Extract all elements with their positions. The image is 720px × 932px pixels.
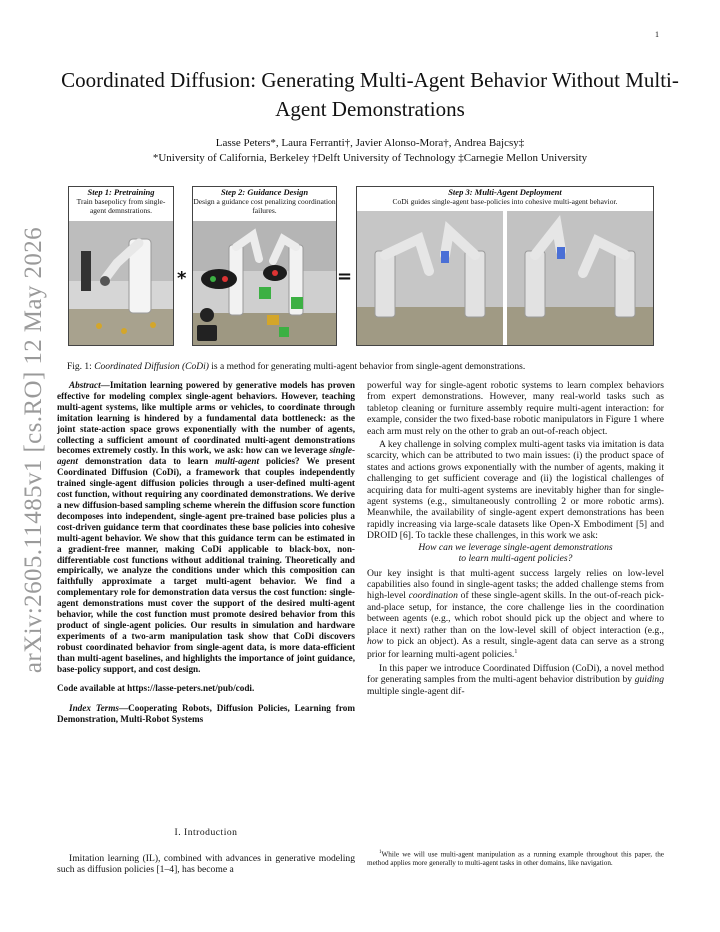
p3-emphasis-how: how — [367, 635, 383, 647]
step1-description: Train basepolicy from single-agent demnstrations. — [76, 197, 166, 215]
robot-photo-guidance — [193, 221, 336, 345]
step3-title: Step 3: Multi-Agent Deployment — [448, 187, 562, 197]
figure-caption — [67, 361, 667, 373]
arxiv-stamp-text: arXiv:2605.11485v1 [cs.RO] 12 May 2026 — [20, 226, 47, 674]
research-question-line-2: to learn multi-agent policies? — [458, 553, 573, 565]
figure-panel-guidance — [192, 186, 337, 346]
caption-method-name: Coordinated Diffusion (CoDi) — [94, 362, 209, 372]
body-paragraph-2: A key challenge in solving complex multi-agent tasks via imitation is data scarcity, which can be attributed to two main issues: (i) the product space of states and actions grows exponentially with the number of agents, making it challenging to get sufficient coverage and (ii) the logistical challenges of acquiring data for multi-agent systems are inevitably higher than for single-agent systems (e.g., simultaneously controlling 2 or more robotic arms). Meanwhile, the availability of single-agent expert demonstrations has been rapidly increasing via large-scale datasets like Open-X Embodiment [5] and DROID [6]. To tackle these challenges, in this work we ask: — [367, 439, 664, 542]
body-paragraph-4 — [367, 663, 664, 697]
body-paragraph-1: powerful way for single-agent robotic systems to learn complex behaviors from expert demonstrations. However, many real-world tasks such as tabletop cleaning or furniture assembly require multi-agent interaction: for example, consider the two fixed-base robotic manipulators in Figure 1 where each arm must rely on the other to grab an out-of-reach object. — [367, 380, 664, 437]
index-terms — [57, 703, 355, 725]
p3-emphasis-coordination: coordination — [408, 590, 458, 602]
caption-label: Fig. 1: — [67, 362, 92, 372]
right-column — [367, 380, 664, 697]
caption-text: is a method for generating multi-agent behavior from single-agent demonstrations. — [211, 362, 526, 372]
figure-panel-pretraining — [68, 186, 174, 346]
abstract-text-1: Imitation learning powered by generative models has proven effective for modeling complex single-agent behaviors. However, teaching multi-agent systems, like multiple arms or vehicles, to coordinate through imitation learning is hindered by a fundamental data bottleneck: as the joint state-action space grows exponentially with the number of agents, collecting a sufficient amount of coordinated multi-agent demonstrations becomes extremely costly. In this work, we ask: how can we leverage — [57, 380, 355, 456]
section-heading-introduction: I. Introduction — [174, 827, 238, 838]
robot-photo-single-arm — [69, 221, 173, 345]
step3-description: CoDi guides single-agent base-policies into cohesive multi-agent behavior. — [392, 197, 618, 206]
p3-text-c: to pick an object). As a result, single-agent data can serve as a strong prior for learning multi-agent policies. — [367, 635, 664, 661]
compose-star-operator: * — [177, 268, 187, 289]
footnote-marker: 1 — [514, 649, 518, 656]
robot-photo-deployment — [357, 211, 653, 345]
p4-emphasis-guiding: guiding — [634, 674, 665, 686]
p4-text-b: multiple single-agent dif- — [367, 685, 465, 697]
step1-title: Step 1: Pretraining — [87, 187, 155, 197]
p3-text-a: Our key insight is that multi-agent success largely relies on low-level capabilities also found in single-agent tasks; the added challenge stems from high-level — [367, 567, 664, 602]
index-terms-label: Index Terms — [69, 703, 119, 714]
affiliations: *University of California, Berkeley †Delft University of Technology ‡Carnegie Mellon University — [152, 152, 588, 164]
paper-title: Coordinated Diffusion: Generating Multi-Agent Behavior Without Multi-Agent Demonstrations — [61, 68, 679, 121]
index-terms-text: —Cooperating Robots, Diffusion Policies, Learning from Demonstration, Multi-Robot Systems — [57, 703, 355, 725]
step2-description: Design a guidance cost penalizing coordination failures. — [193, 197, 336, 215]
abstract-text-3: policies? We present Coordinated Diffusion (CoDi), a framework that couples independently trained single-agent diffusion policies through a user-defined multi-agent cost function, without requiring any coordinated demonstrations. We derive a new diffusion-based sampling scheme wherein the diffusion score function decomposes into independent, single-agent pre-trained base policies plus a cost-driven guidance term that coordinates these base policies into cohesive multi-agent behavior. We show that this guidance term can be estimated in a gradient-free manner, making CoDi applicable to black-box, non-differentiable cost functions without additional training. Theoretically and empirically, we analyze the conditions under which this composition can faithfully approximate a target multi-agent behavior. We find a complementary role for demonstration data versus the cost function: single-agent demonstrations must cover the support of the desired multi-agent behavior, while the cost function must promote desired behavior from this product of single-agent policies. Our results in simulation and hardware experiments of a two-arm manipulation task show that CoDi discovers robust coordinated behavior from single-agent data, is more data-efficient than multi-agent baselines, and highlights the importance of joint guidance, base-policy support, and cost design. — [57, 456, 356, 674]
figure-panel-deployment — [356, 186, 654, 346]
p4-text-a: In this paper we introduce Coordinated Diffusion (CoDi), a novel method for generating samples from the multi-agent behavior distribution by — [367, 662, 664, 686]
abstract-text-2: demonstration data to learn — [84, 456, 209, 467]
step2-title: Step 2: Guidance Design — [220, 187, 309, 197]
footnote-text: While we will use multi-agent manipulation as a running example throughout this paper, the method applies more generally to multi-agent tasks in other domains, like navigation. — [367, 850, 664, 867]
research-question-line-1: How can we leverage single-agent demonstrations — [418, 541, 613, 553]
arxiv-stamp — [16, 226, 52, 674]
page-number: 1 — [655, 30, 659, 39]
equals-operator: = — [337, 266, 353, 287]
code-availability: Code available at https://lasse-peters.net/pub/codi. — [57, 683, 255, 694]
intro-paragraph-start: Imitation learning (IL), combined with advances in generative modeling such as diffusion policies [1–4], has become a — [57, 853, 355, 876]
body-paragraph-3 — [367, 568, 664, 661]
abstract-column — [57, 380, 355, 725]
abstract-paragraph — [57, 380, 355, 674]
panel-caption — [357, 187, 653, 206]
footnote — [367, 849, 664, 868]
abstract-emphasis-1: single-agent — [57, 445, 356, 467]
abstract-emphasis-2: multi-agent — [215, 456, 260, 467]
footnote-number: 1 — [379, 850, 382, 855]
panel-caption — [69, 187, 173, 215]
panel-caption — [193, 187, 336, 215]
p3-text-b: of these single-agent skills. In the out-of-reach pick-and-place setup, for instance, the core challenge lies in the coordination between agents (e.g., which robot should pick up the object and where to place it next) rather than on the low-level skill of object interaction (e.g., — [367, 590, 665, 636]
abstract-label: Abstract— — [69, 380, 110, 390]
author-list: Lasse Peters*, Laura Ferranti†, Javier Alonso-Mora†, Andrea Bajcsy‡ — [215, 137, 525, 149]
